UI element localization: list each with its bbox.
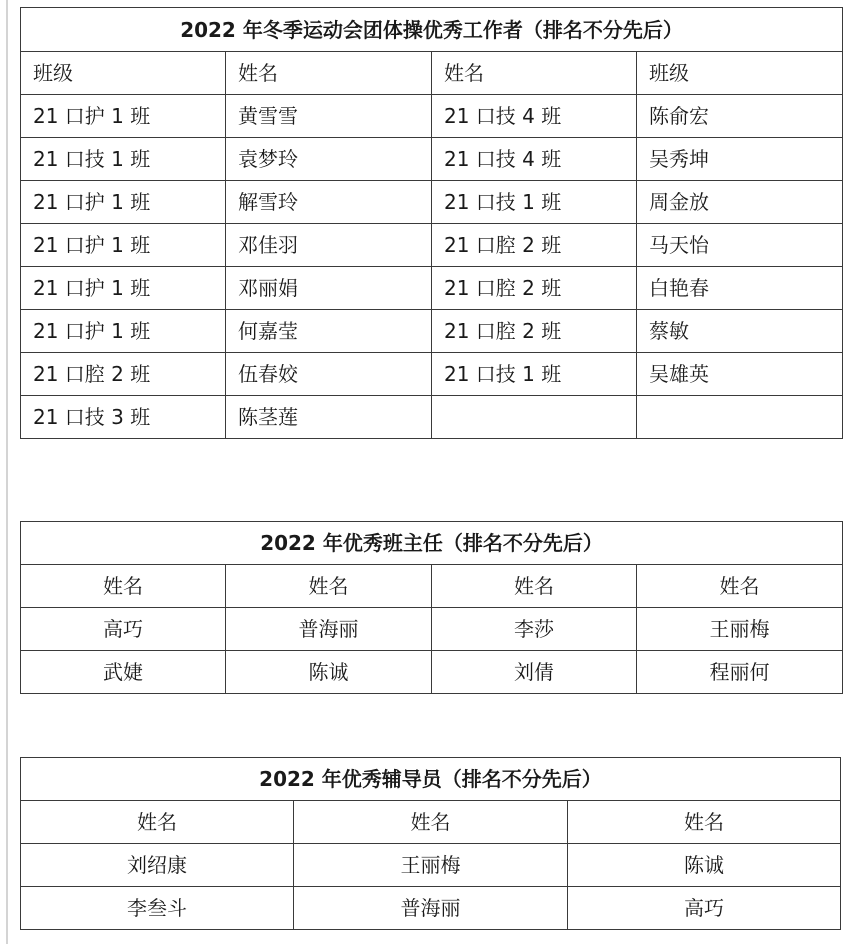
table-cell: 蔡敏 <box>637 310 843 353</box>
table-row <box>21 608 843 651</box>
excellent-head-teachers-table <box>20 521 843 694</box>
table-cell: 何嘉莹 <box>226 310 432 353</box>
table-cell: 高巧 <box>568 887 841 930</box>
table-header-row <box>21 52 843 95</box>
table-cell: 21 口技 3 班 <box>21 396 226 439</box>
table-cell: 陈茎莲 <box>226 396 432 439</box>
table-cell: 21 口护 1 班 <box>21 95 226 138</box>
column-header: 姓名 <box>21 801 294 844</box>
column-header: 班级 <box>637 52 843 95</box>
table-row <box>21 396 843 439</box>
table-row <box>21 353 843 396</box>
table-cell: 马天怡 <box>637 224 843 267</box>
table-cell: 21 口技 1 班 <box>432 353 637 396</box>
table-cell: 陈诚 <box>226 651 432 694</box>
table-cell: 伍春姣 <box>226 353 432 396</box>
table-title: 2022 年冬季运动会团体操优秀工作者（排名不分先后） <box>21 8 843 52</box>
column-header: 班级 <box>21 52 226 95</box>
table-cell: 21 口护 1 班 <box>21 224 226 267</box>
table-cell: 白艳春 <box>637 267 843 310</box>
table-row <box>21 651 843 694</box>
table-cell: 21 口腔 2 班 <box>432 267 637 310</box>
table-row <box>21 95 843 138</box>
table-cell: 黄雪雪 <box>226 95 432 138</box>
column-header: 姓名 <box>432 565 637 608</box>
table-cell: 周金放 <box>637 181 843 224</box>
table-cell: 陈俞宏 <box>637 95 843 138</box>
table-cell: 高巧 <box>21 608 226 651</box>
table-cell: 程丽何 <box>637 651 843 694</box>
table-cell: 21 口技 4 班 <box>432 138 637 181</box>
table-cell <box>637 396 843 439</box>
column-header: 姓名 <box>568 801 841 844</box>
table-cell: 21 口技 1 班 <box>432 181 637 224</box>
table-cell: 21 口技 4 班 <box>432 95 637 138</box>
table-title-row <box>21 522 843 565</box>
table-cell: 吴雄英 <box>637 353 843 396</box>
table-title: 2022 年优秀班主任（排名不分先后） <box>21 522 843 565</box>
table-cell: 邓丽娟 <box>226 267 432 310</box>
table-cell: 刘倩 <box>432 651 637 694</box>
table-cell: 21 口腔 2 班 <box>432 310 637 353</box>
table-cell: 武婕 <box>21 651 226 694</box>
table-cell: 21 口护 1 班 <box>21 310 226 353</box>
table-cell: 21 口护 1 班 <box>21 181 226 224</box>
table-title-row <box>21 758 841 801</box>
table-cell: 普海丽 <box>294 887 568 930</box>
table-cell: 普海丽 <box>226 608 432 651</box>
table-row <box>21 138 843 181</box>
table-cell: 21 口腔 2 班 <box>432 224 637 267</box>
table-cell: 陈诚 <box>568 844 841 887</box>
table-cell: 李莎 <box>432 608 637 651</box>
table-cell: 袁梦玲 <box>226 138 432 181</box>
table-row <box>21 181 843 224</box>
table-cell: 刘绍康 <box>21 844 294 887</box>
table-cell: 王丽梅 <box>294 844 568 887</box>
sports-meet-workers-table <box>20 7 843 439</box>
table-cell: 21 口护 1 班 <box>21 267 226 310</box>
table-title: 2022 年优秀辅导员（排名不分先后） <box>21 758 841 801</box>
table-row <box>21 887 841 930</box>
column-header: 姓名 <box>432 52 637 95</box>
table-cell: 21 口腔 2 班 <box>21 353 226 396</box>
table-header-row <box>21 801 841 844</box>
table-row <box>21 844 841 887</box>
table-cell: 21 口技 1 班 <box>21 138 226 181</box>
column-header: 姓名 <box>294 801 568 844</box>
table-cell: 王丽梅 <box>637 608 843 651</box>
table-row <box>21 310 843 353</box>
table-cell: 吴秀坤 <box>637 138 843 181</box>
table-header-row <box>21 565 843 608</box>
table-cell: 邓佳羽 <box>226 224 432 267</box>
column-header: 姓名 <box>21 565 226 608</box>
page-edge-line <box>6 0 8 944</box>
column-header: 姓名 <box>226 565 432 608</box>
table-row <box>21 224 843 267</box>
table-cell: 李叁斗 <box>21 887 294 930</box>
excellent-counselors-table <box>20 757 841 930</box>
column-header: 姓名 <box>226 52 432 95</box>
table-cell: 解雪玲 <box>226 181 432 224</box>
table-cell <box>432 396 637 439</box>
table-row <box>21 267 843 310</box>
table-title-row <box>21 8 843 52</box>
column-header: 姓名 <box>637 565 843 608</box>
